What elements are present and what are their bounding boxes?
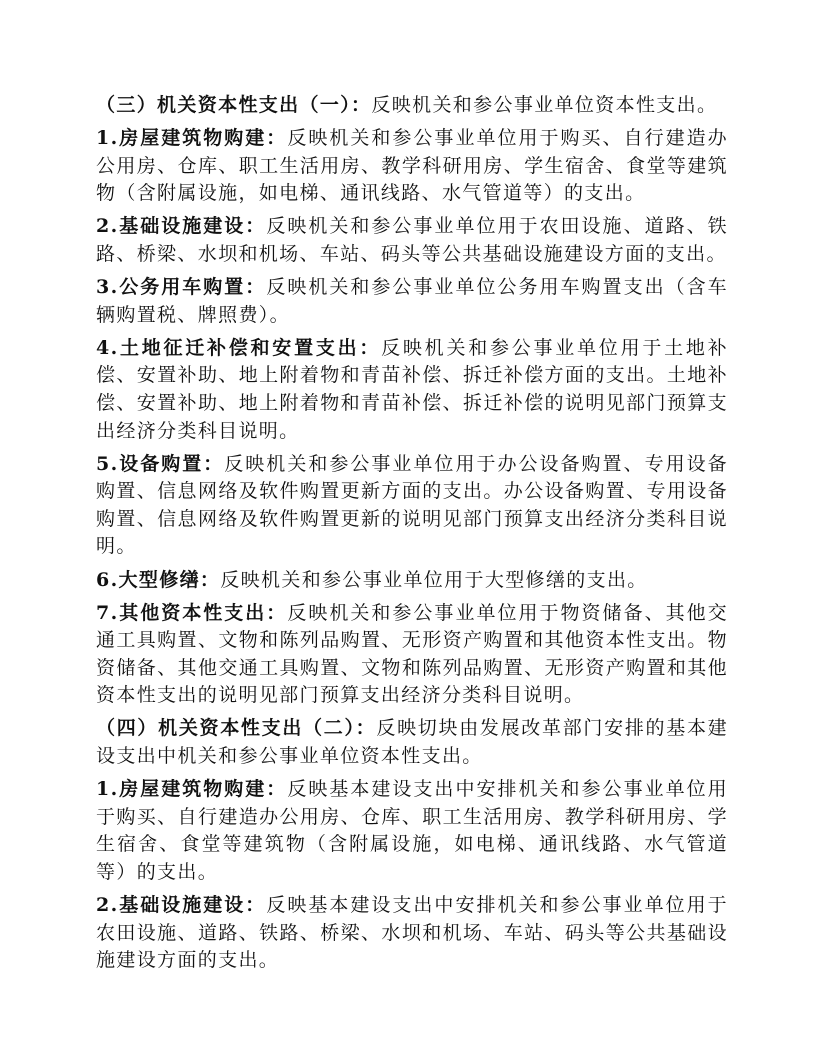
paragraph-item: [96, 125, 728, 208]
paragraph-text: 反映机关和参公事业单位用于大型修缮的支出。: [220, 568, 648, 591]
paragraph-heading: 7.其他资本性支出：: [96, 601, 288, 624]
paragraph-text: 反映机关和参公事业单位用于购买、自行建造办公用房、仓库、职工生活用房、教学科研用房、学生宿舍、食堂等建筑物（含附属设施，如电梯、通讯线路、水气管道等）的支出。: [96, 127, 728, 205]
paragraph-text: 反映机关和参公事业单位用于土地补偿、安置补助、地上附着物和青苗补偿、拆迁补偿方面的支出。土地补偿、安置补助、地上附着物和青苗补偿、拆迁补偿的说明见部门预算支出经济分类科目说明。: [96, 336, 728, 442]
paragraph-heading: 2.基础设施建设：: [96, 215, 267, 238]
paragraph-item: [96, 274, 728, 329]
paragraph-heading: 1.房屋建筑物购建：: [96, 127, 288, 150]
paragraph-heading: 2.基础设施建设：: [96, 894, 267, 917]
paragraph-text: 反映机关和参公事业单位用于办公设备购置、专用设备购置、信息网络及软件购置更新方面的支出。办公设备购置、专用设备购置、信息网络及软件购置更新的说明见部门预算支出经济分类科目说明。: [96, 452, 728, 558]
paragraph-item: [96, 567, 728, 595]
paragraph-heading: （三）机关资本性支出（一）：: [96, 94, 372, 116]
paragraph-text: 反映基本建设支出中安排机关和参公事业单位用于购买、自行建造办公用房、仓库、职工生活用房、教学科研用房、学生宿舍、食堂等建筑物（含附属设施，如电梯、通讯线路、水气管道等）的支出。: [96, 778, 728, 883]
paragraph-heading: 4.土地征迁补偿和安置支出：: [96, 336, 382, 359]
paragraph-heading: 3.公务用车购置：: [96, 276, 267, 299]
document-page: [96, 92, 728, 980]
paragraph-item: [96, 335, 728, 445]
paragraph-item: [96, 776, 728, 886]
paragraph-text: 反映切块由发展改革部门安排的基本建设支出中机关和参公事业单位资本性支出。: [96, 717, 729, 768]
paragraph-item: [96, 600, 728, 710]
paragraph-text: 反映机关和参公事业单位用于农田设施、道路、铁路、桥梁、水坝和机场、车站、码头等公共基础设施建设方面的支出。: [96, 215, 728, 265]
paragraph-section-4: [96, 715, 728, 770]
paragraph-heading: 5.设备购置：: [96, 452, 225, 475]
paragraph-item: [96, 213, 728, 268]
paragraph-text: 反映基本建设支出中安排机关和参公事业单位用于农田设施、道路、铁路、桥梁、水坝和机场、车站、码头等公共基础设施建设方面的支出。: [96, 894, 728, 972]
paragraph-text: 反映机关和参公事业单位资本性支出。: [371, 94, 718, 116]
paragraph-heading: 6.大型修缮：: [96, 568, 221, 591]
paragraph-text: 反映机关和参公事业单位用于物资储备、其他交通工具购置、文物和陈列品购置、无形资产购置和其他资本性支出。物资储备、其他交通工具购置、文物和陈列品购置、无形资产购置和其他资本性支出的说明见部门预算支出经济分类科目说明。: [96, 601, 728, 707]
paragraph-heading: 1.房屋建筑物购建：: [96, 778, 288, 801]
paragraph-heading: （四）机关资本性支出（二）：: [96, 717, 377, 740]
paragraph-item: [96, 451, 728, 561]
paragraph-text: 反映机关和参公事业单位公务用车购置支出（含车辆购置税、牌照费）。: [96, 276, 728, 326]
paragraph-section-3: [96, 92, 728, 120]
paragraph-item: [96, 892, 728, 975]
